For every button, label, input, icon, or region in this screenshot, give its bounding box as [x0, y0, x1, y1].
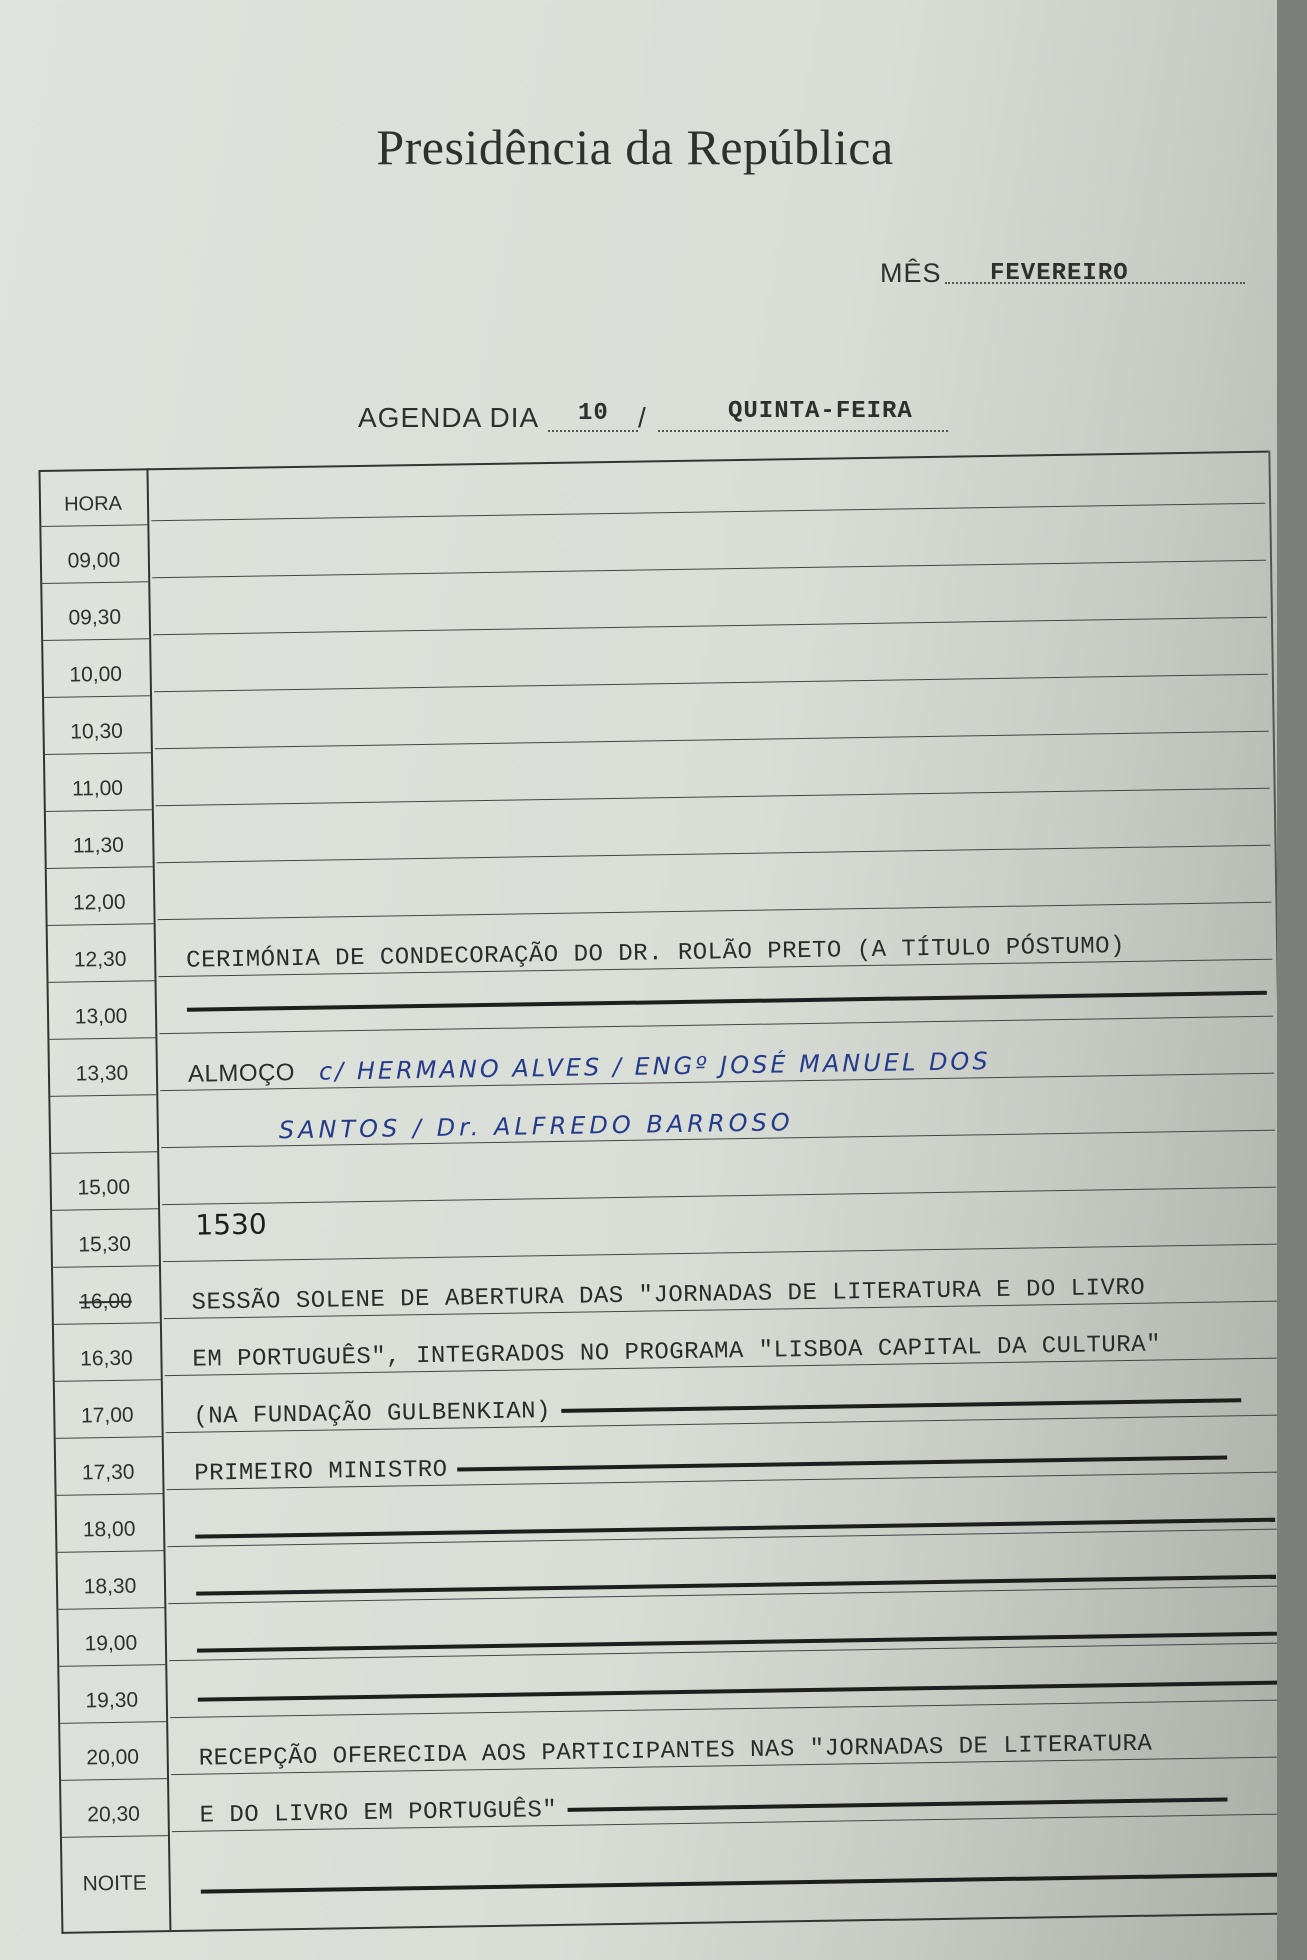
time-cell: 13,30 [47, 1038, 156, 1097]
agenda-table [38, 421, 1293, 1930]
handwritten-note: c/ HERMANO ALVES / ENGº JOSÉ MANUEL DOS [318, 1047, 991, 1086]
time-cell: 11,00 [43, 753, 152, 812]
month-label: MÊS [880, 258, 942, 288]
month-value: FEVEREIRO [990, 260, 1129, 287]
time-cell [48, 1095, 157, 1154]
time-cell: 16,30 [52, 1323, 161, 1382]
handwritten-time: 1530 [195, 1207, 267, 1242]
time-cell: 13,00 [47, 981, 156, 1040]
entry-printed: PRIMEIRO MINISTRO [194, 1456, 448, 1488]
time-cell: 12,30 [46, 924, 155, 983]
time-cell: 17,00 [53, 1380, 162, 1439]
entry-printed: (NA FUNDAÇÃO GULBENKIAN) [193, 1398, 552, 1431]
entry-text: CERIMÓNIA DE CONDECORAÇÃO DO DR. ROLÃO PRETO (A TÍTULO PÓSTUMO) [185, 932, 1126, 975]
time-cell: 20,00 [58, 1722, 167, 1781]
entry-text: SESSÃO SOLENE DE ABERTURA DAS "JORNADAS DE LITERATURA E DO LIVRO [191, 1274, 1146, 1317]
time-cell: 12,00 [45, 867, 154, 926]
table-row [60, 1819, 1291, 1932]
fill-line [561, 1398, 1241, 1413]
weekday-value: QUINTA-FEIRA [728, 398, 913, 425]
date-separator: / [638, 402, 647, 433]
time-cell: 18,00 [55, 1494, 164, 1553]
time-cell: 10,30 [42, 696, 151, 755]
time-cell: 20,30 [59, 1779, 168, 1838]
entry-printed: E DO LIVRO EM PORTUGUÊS" [199, 1797, 558, 1830]
time-cell: NOITE [82, 1871, 147, 1896]
time-cell: 17,30 [54, 1437, 163, 1496]
month-field [880, 258, 1250, 298]
time-cell: 19,30 [57, 1665, 166, 1724]
agenda-label: AGENDA DIA [358, 402, 540, 433]
hora-header: HORA [38, 468, 147, 527]
time-cell: 19,00 [56, 1608, 165, 1667]
entry-printed: ALMOÇO [187, 1059, 296, 1088]
time-cell: 15,30 [50, 1209, 159, 1268]
handwritten-note: SANTOS / Dr. ALFREDO BARROSO [278, 1108, 794, 1145]
time-cell: 09,30 [40, 582, 149, 641]
page-edge-shadow [1277, 0, 1307, 1960]
fill-line [198, 1681, 1278, 1702]
entry-text: EM PORTUGUÊS", INTEGRADOS NO PROGRAMA "LISBOA CAPITAL DA CULTURA" [192, 1331, 1162, 1374]
strike-line [187, 991, 1267, 1012]
time-cell: 18,30 [55, 1551, 164, 1610]
fill-line [458, 1455, 1228, 1471]
time-cell: 11,30 [44, 810, 153, 869]
time-cell: 10,00 [41, 639, 150, 698]
time-cell: 15,00 [49, 1152, 158, 1211]
day-value: 10 [578, 400, 609, 427]
time-cell: 09,00 [39, 525, 148, 584]
fill-line [201, 1873, 1281, 1894]
time-cell: 16,00 [51, 1266, 160, 1325]
fill-line [567, 1797, 1227, 1811]
entry-text: RECEPÇÃO OFERECIDA AOS PARTICIPANTES NAS "JORNADAS DE LITERATURA [198, 1730, 1153, 1773]
page-title: Presidência da República [376, 119, 894, 175]
